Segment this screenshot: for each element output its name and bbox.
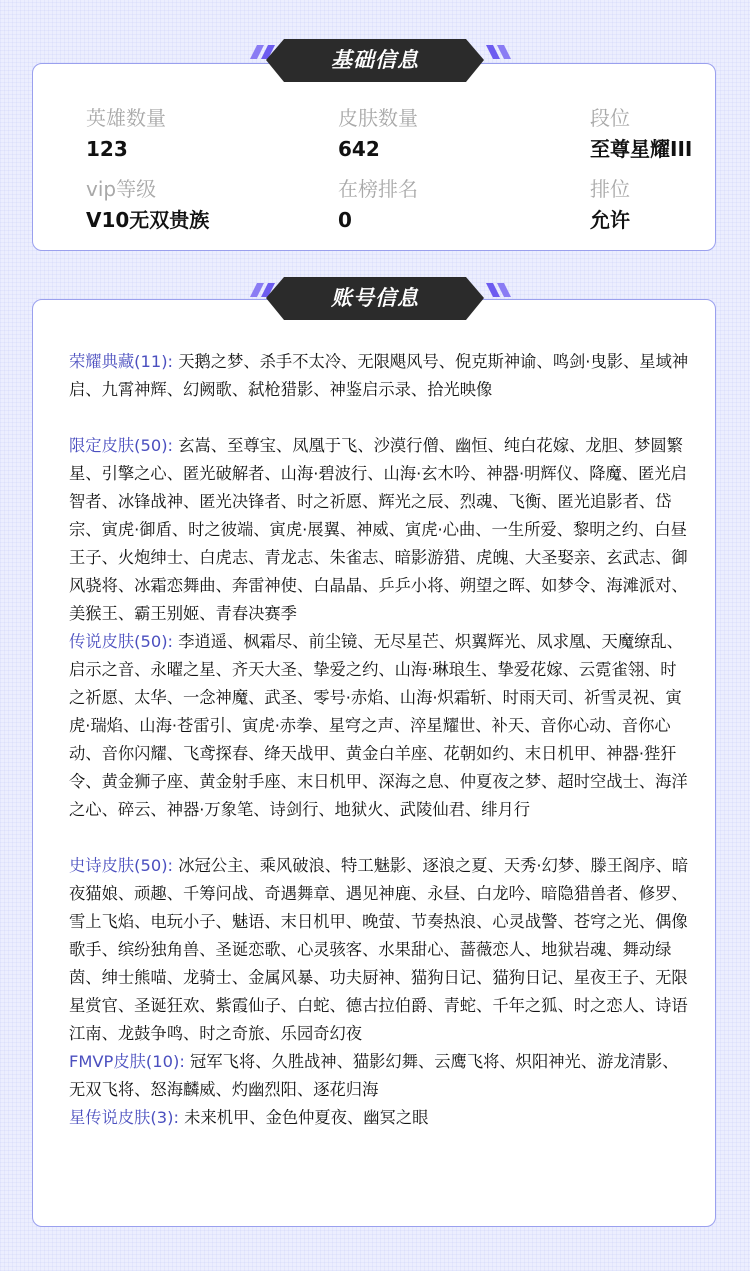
stat-vip-level (86, 177, 209, 232)
stat-label: vip等级 (86, 177, 157, 201)
stat-label: 英雄数量 (86, 106, 166, 130)
stat-value: V10无双贵族 (86, 208, 210, 232)
stat-value: 123 (86, 137, 128, 161)
stat-value: 642 (338, 137, 380, 161)
section-title: 账号信息 (331, 286, 419, 310)
stat-value: 0 (338, 208, 352, 232)
category-title: FMVP皮肤(10): (69, 1052, 185, 1071)
category-items: 未来机甲、金色仲夏夜、幽冥之眼 (184, 1108, 429, 1127)
section-banner-basic (0, 37, 750, 87)
section-title: 基础信息 (331, 48, 419, 72)
category-limited-skins (69, 432, 691, 628)
category-glory-collection (69, 348, 691, 404)
category-epic-skins (69, 852, 691, 1048)
basic-info-card (32, 63, 716, 251)
skin-list (69, 348, 691, 1132)
account-info-card (32, 299, 716, 1227)
category-title: 荣耀典藏(11): (69, 352, 174, 371)
stat-label: 段位 (590, 106, 630, 130)
stat-label: 皮肤数量 (338, 106, 418, 130)
category-title: 史诗皮肤(50): (69, 856, 174, 875)
category-legend-skins (69, 628, 691, 824)
category-star-legend-skins (69, 1104, 691, 1132)
category-title: 星传说皮肤(3): (69, 1108, 179, 1127)
category-items: 冰冠公主、乘风破浪、特工魅影、逐浪之夏、天秀·幻梦、滕王阁序、暗夜猫娘、顽趣、千筹问战、奇遇舞章、遇见神鹿、永昼、白龙吟、暗隐猎兽者、修罗、雪上飞焰、电玩小子、魅语、末日机甲、晚萤、节奏热浪、心灵战警、苍穹之光、偶像歌手、缤纷独角兽、圣诞恋歌、心灵骇客、水果甜心、蔷薇恋人、地狱岩魂、舞动绿茵、绅士熊喵、龙骑士、金属风暴、功夫厨神、猫狗日记、猫狗日记、星夜王子、无限星赏官、圣诞狂欢、紫霞仙子、白蛇、德古拉伯爵、青蛇、千年之狐、时之恋人、诗语江南、龙鼓争鸣、时之奇旅、乐园奇幻夜 (69, 856, 689, 1043)
stat-hero-count (86, 106, 166, 161)
category-items: 李逍遥、枫霜尽、前尘镜、无尽星芒、炽翼辉光、凤求凰、天魔缭乱、启示之音、永曜之星、齐天大圣、挚爱之约、山海·琳琅生、挚爱花嫁、云霓雀翎、时之祈愿、太华、一念神魔、武圣、零号·赤焰、山海·炽霜斩、时雨天司、祈雪灵祝、寅虎·瑞焰、山海·苍雷引、寅虎·赤拳、星穹之声、淬星耀世、补天、音你心动、音你心动、音你闪耀、飞鸢探春、绛天战甲、黄金白羊座、花朝如约、末日机甲、神器·狴犴令、黄金狮子座、黄金射手座、末日机甲、深海之息、仲夏夜之梦、超时空战士、海洋之心、碎云、神器·万象笔、诗剑行、地狱火、武陵仙君、绯月行 (69, 632, 688, 819)
category-items: 玄嵩、至尊宝、凤凰于飞、沙漠行僧、幽恒、纯白花嫁、龙胆、梦圆繁星、引擎之心、匿光破解者、山海·碧波行、山海·玄木吟、神器·明辉仪、降魔、匿光启智者、冰锋战神、匿光决锋者、时之祈愿、辉光之辰、烈魂、飞衡、匿光追影者、岱宗、寅虎·御盾、时之彼端、寅虎·展翼、神威、寅虎·心曲、一生所爱、黎明之约、白昼王子、火炮绅士、白虎志、青龙志、朱雀志、暗影游猎、虎魄、大圣娶亲、玄武志、御风骁将、冰霜恋舞曲、奔雷神使、白晶晶、乒乒小将、朔望之晖、如梦令、海滩派对、美猴王、霸王别姬、青春决赛季 (69, 436, 688, 623)
stat-rank-tier (590, 106, 692, 161)
category-fmvp-skins (69, 1048, 691, 1104)
stat-leaderboard-rank (338, 177, 418, 232)
category-items: 天鹅之梦、杀手不太冷、无限飓风号、倪克斯神谕、鸣剑·曳影、星域神启、九霄神辉、幻阙歌、弑枪猎影、神鉴启示录、拾光映像 (69, 352, 689, 399)
stat-skin-count (338, 106, 418, 161)
section-banner-account (0, 275, 750, 325)
stat-value: 允许 (590, 208, 630, 232)
stat-label: 排位 (590, 177, 630, 201)
category-title: 传说皮肤(50): (69, 632, 174, 651)
stat-ranked-allowed (590, 177, 630, 232)
stat-value: 至尊星耀III (590, 137, 693, 161)
stat-label: 在榜排名 (338, 177, 418, 201)
category-items: 冠军飞将、久胜战神、猫影幻舞、云鹰飞将、炽阳神光、游龙清影、无双飞将、怒海麟威、灼幽烈阳、逐花归海 (69, 1052, 679, 1099)
category-title: 限定皮肤(50): (69, 436, 174, 455)
